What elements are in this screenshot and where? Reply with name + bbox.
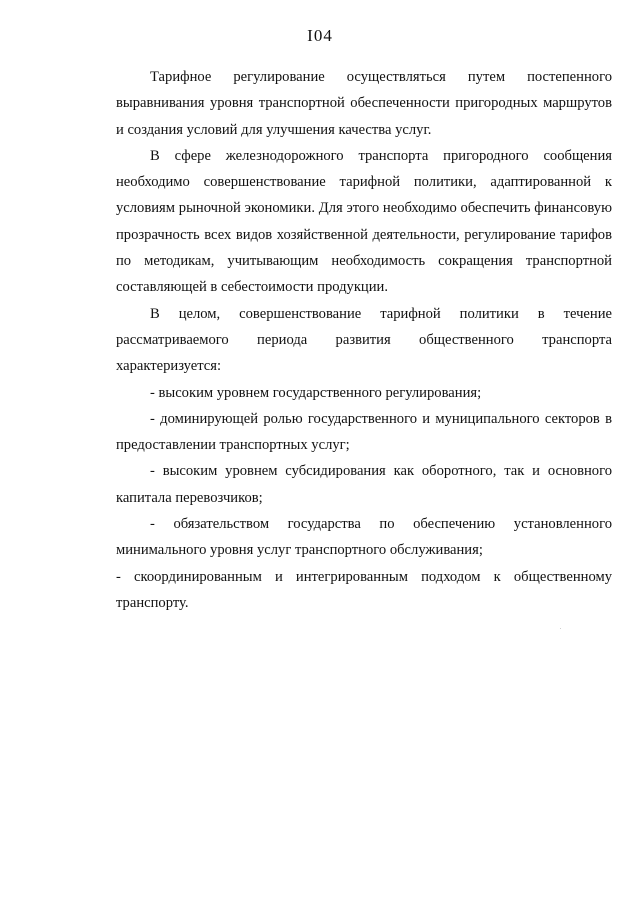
document-body — [116, 64, 612, 616]
list-item: - высоким уровнем субсидирования как оборотного, так и основного капитала перевозчиков; — [116, 463, 612, 506]
list-item: - обязательством государства по обеспечению установленного минимального уровня услуг транспортного обслуживания; — [116, 516, 612, 559]
list-item: - доминирующей ролью государственного и муниципального секторов в предоставлении транспортных услуг; — [116, 410, 612, 454]
paragraph: В сфере железнодорожного транспорта пригородного сообщения необходимо совершенствование тарифной политики, адаптированной к условиям рыночной экономики. Для этого необходимо обеспечить финансовую прозрачность всех видов хозяйственной деятельности, регулирование тарифов по методикам, учитывающим необходимость сокращения транспортной составляющей в себестоимости продукции. — [116, 147, 612, 296]
list-item: - высоким уровнем государственного регулирования; — [150, 384, 482, 401]
paragraph: Тарифное регулирование осуществляться путем постепенного выравнивания уровня транспортной обеспеченности пригородных маршрутов и создания условий для улучшения качества услуг. — [116, 69, 612, 138]
page-number: I04 — [307, 26, 333, 45]
paragraph: В целом, совершенствование тарифной политики в течение рассматриваемого периода развития общественного транспорта характеризуется: — [116, 305, 612, 375]
scan-speck — [560, 628, 561, 629]
list-item: - скоординированным и интегрированным подходом к общественному транспорту. — [116, 568, 612, 611]
